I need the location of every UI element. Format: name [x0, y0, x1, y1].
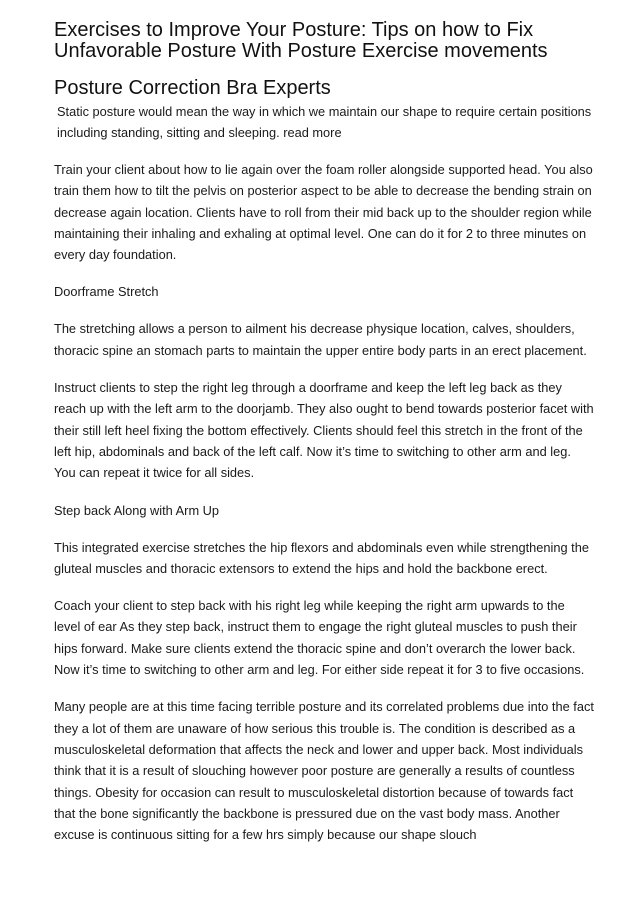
document-page — [54, 20, 594, 861]
paragraph-step-back-benefits: This integrated exercise stretches the hip flexors and abdominals even while strengthening the gluteal muscles and thoracic extensors to extend the hips and hold the backbone erect. — [54, 539, 589, 576]
paragraph-foam-roller: Train your client about how to lie again over the foam roller alongside supported head. You also train them how to tilt the pelvis on posterior aspect to be able to decrease the bending strain on decrease again location. Clients have to roll from their mid back up to the shoulder region while maintaining their inhaling and exhaling at optimal level. One can do it for 2 to three minutes on every day foundation. — [54, 162, 593, 263]
document-subtitle: Posture Correction Bra Experts — [54, 77, 331, 99]
paragraph-doorframe-instructions: Instruct clients to step the right leg through a doorframe and keep the left leg back as they reach up with the left arm to the doorjamb. They also ought to bend towards posterior facet with their still left heel fixing the bottom effectively. Clients should feel this stretch in the front of the left hip, abdominals and back of the left calf. Now it’s time to switching to other arm and leg. You can repeat it twice for all sides. — [54, 380, 594, 481]
document-title: Exercises to Improve Your Posture: Tips on how to Fix Unfavorable Posture With Posture Exercise movements — [54, 19, 548, 62]
paragraph-step-back-instructions: Coach your client to step back with his right leg while keeping the right arm upwards to the level of ear As they step back, instruct them to engage the right gluteal muscles to push their hips forward. Make sure clients extend the thoracic spine and don’t overarch the lower back. Now it’s time to switching to other arm and leg. For either side repeat it for 3 to five occasions. — [54, 598, 585, 678]
intro-paragraph: Static posture would mean the way in which we maintain our shape to require certain positions including standing, sitting and sleeping. read more — [57, 104, 592, 140]
section-heading-step-back-arm-up: Step back Along with Arm Up — [54, 502, 220, 518]
paragraph-posture-problems: Many people are at this time facing terrible posture and its correlated problems due into the fact they a lot of them are unaware of how serious this trouble is. The condition is described as a musculoskeletal deformation that affects the neck and lower and upper back. Most individuals think that it is a result of slouching however poor posture are generally a results of countless things. Obesity for occasion can result to musculoskeletal distortion because of towards fact that the bone significantly the backbone is pressured due on the vast body mass. Another excuse is continuous sitting for a few hrs simply because our shape slouch — [54, 699, 594, 843]
paragraph-doorframe-benefits: The stretching allows a person to ailment his decrease physique location, calves, shoulders, thoracic spine an stomach parts to maintain the upper entire body parts in an erect placement. — [54, 321, 587, 358]
section-heading-doorframe-stretch: Doorframe Stretch — [54, 284, 159, 300]
